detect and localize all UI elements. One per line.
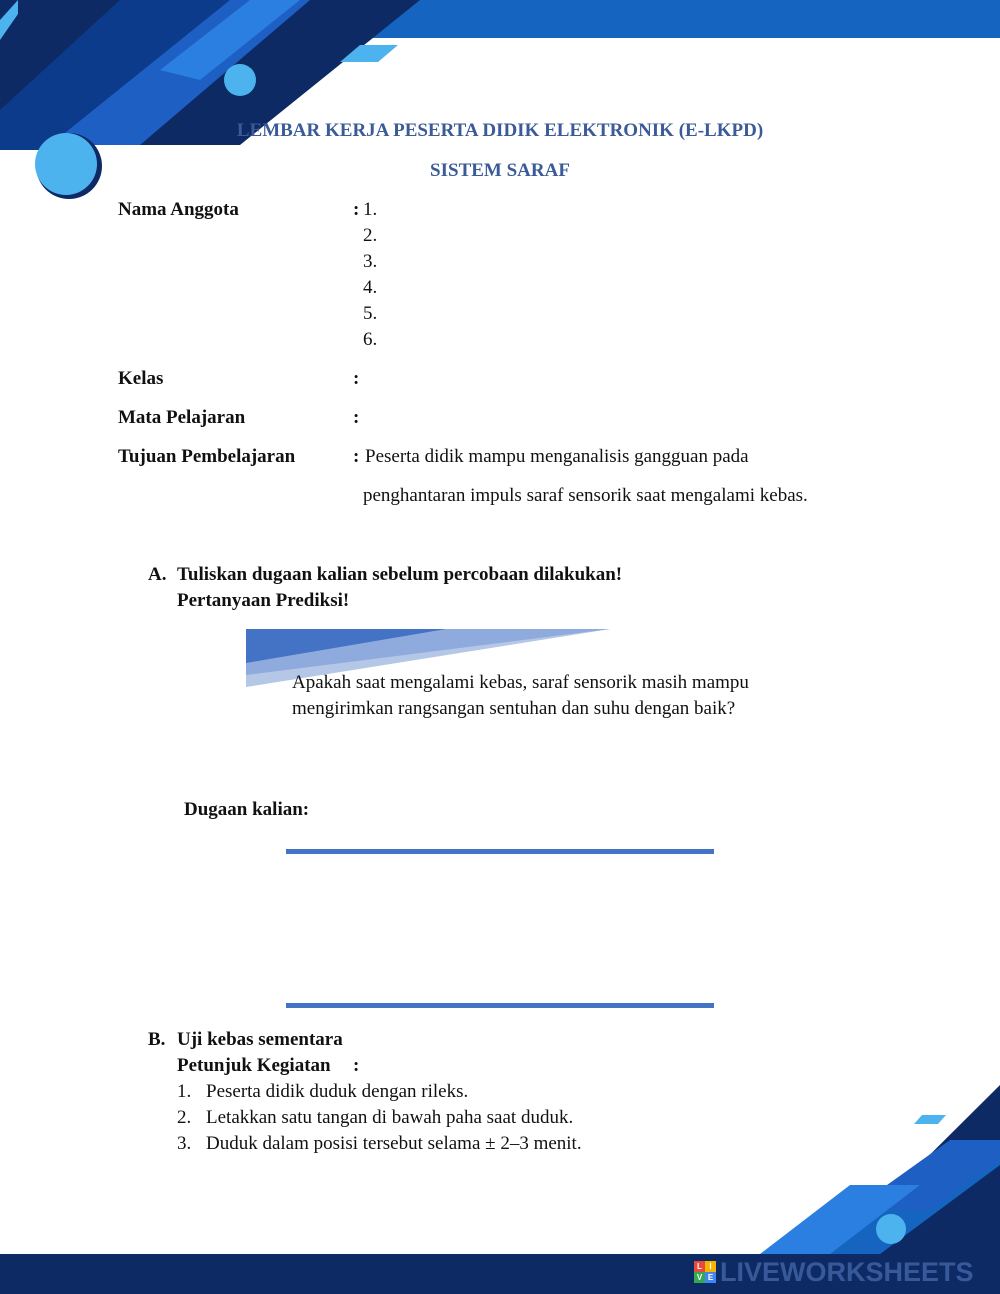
liveworksheets-logo-icon: [694, 1261, 716, 1283]
logo-letter: E: [705, 1272, 716, 1283]
goal-colon: :: [353, 446, 360, 467]
subject-colon: :: [353, 407, 360, 428]
prediction-question-line-1: Apakah saat mengalami kebas, saraf sensorik masih mampu: [292, 672, 749, 693]
answer-top-line: [286, 849, 714, 854]
step-number: 3.: [177, 1133, 192, 1154]
section-b-marker: B.: [148, 1029, 166, 1050]
member-4: 4.: [363, 277, 378, 298]
logo-letter: V: [694, 1272, 705, 1283]
step-text: Duduk dalam posisi tersebut selama ± 2–3 menit.: [206, 1133, 582, 1154]
answer-label: Dugaan kalian:: [184, 799, 310, 820]
goal-label: Tujuan Pembelajaran: [118, 446, 296, 467]
prediction-question-line-2: mengirimkan rangsangan sentuhan dan suhu dengan baik?: [292, 698, 736, 719]
logo-letter: I: [705, 1261, 716, 1272]
section-b-heading: Uji kebas sementara: [177, 1029, 343, 1050]
class-colon: :: [353, 368, 360, 389]
class-label: Kelas: [118, 368, 164, 389]
goal-text-line-1: Peserta didik mampu menganalisis gangguan pada: [365, 446, 749, 467]
step-text: Peserta didik duduk dengan rileks.: [206, 1081, 469, 1102]
section-a-marker: A.: [148, 564, 167, 585]
worksheet-subtitle: SISTEM SARAF: [430, 160, 570, 181]
subject-label: Mata Pelajaran: [118, 407, 246, 428]
logo-letter: L: [694, 1261, 705, 1272]
worksheet-title: LEMBAR KERJA PESERTA DIDIK ELEKTRONIK (E-LKPD): [236, 120, 764, 141]
member-3: 3.: [363, 251, 378, 272]
member-5: 5.: [363, 303, 378, 324]
member-2: 2.: [363, 225, 378, 246]
brand-text: LIVEWORKSHEETS: [720, 1256, 974, 1287]
step-number: 1.: [177, 1081, 192, 1102]
step-text: Letakkan satu tangan di bawah paha saat duduk.: [206, 1107, 574, 1128]
instructions-label: Petunjuk Kegiatan: [177, 1055, 331, 1076]
answer-input-area[interactable]: [286, 856, 714, 1002]
liveworksheets-brand[interactable]: [694, 1258, 974, 1286]
section-a-heading: Tuliskan dugaan kalian sebelum percobaan dilakukan!: [177, 564, 623, 585]
section-a-subheading: Pertanyaan Prediksi!: [177, 590, 350, 611]
members-label: Nama Anggota: [118, 199, 239, 220]
members-colon: :: [353, 199, 360, 220]
instructions-colon: :: [353, 1055, 360, 1076]
step-number: 2.: [177, 1107, 192, 1128]
header-decoration: [0, 0, 1000, 230]
answer-bottom-line: [286, 1003, 714, 1008]
member-1: 1.: [363, 199, 378, 220]
goal-text-line-2: penghantaran impuls saraf sensorik saat mengalami kebas.: [363, 485, 808, 506]
member-6: 6.: [363, 329, 378, 350]
